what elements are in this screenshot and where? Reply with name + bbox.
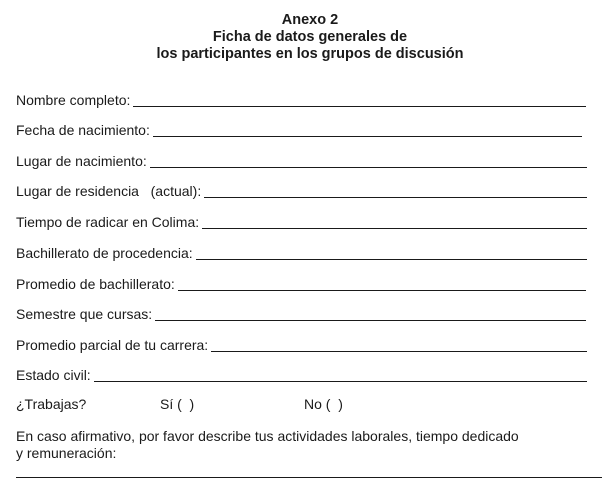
annex-number: Anexo 2 [281, 12, 339, 28]
description-line-1: En caso afirmativo, por favor describe tus actividades laborales, tiempo dedicado [16, 428, 519, 444]
field-residence [16, 179, 587, 199]
field-label: Tiempo de radicar en Colima: [16, 214, 200, 230]
field-label: Nombre completo: [16, 92, 131, 108]
blank-line[interactable] [196, 259, 587, 260]
yes-option[interactable]: Sí ( ) [160, 396, 195, 412]
field-birth-date [16, 118, 582, 138]
field-high-school-average [16, 272, 586, 292]
description-answer-line[interactable] [16, 477, 602, 478]
blank-line[interactable] [133, 106, 586, 107]
field-label: Semestre que cursas: [16, 306, 153, 322]
field-marital-status [16, 363, 587, 383]
form-subtitle-line: los participantes en los grupos de discusión [156, 46, 464, 62]
field-label: Bachillerato de procedencia: [16, 245, 193, 261]
field-time-in-colima [16, 210, 587, 230]
blank-line[interactable] [211, 351, 587, 352]
no-option[interactable]: No ( ) [304, 396, 343, 412]
work-question-label: ¿Trabajas? [16, 396, 87, 412]
form-title [0, 12, 605, 63]
blank-line[interactable] [150, 167, 587, 168]
blank-line[interactable] [94, 381, 587, 382]
field-label: Fecha de nacimiento: [16, 122, 150, 138]
field-label: Lugar de residencia (actual): [16, 183, 202, 199]
field-high-school [16, 241, 587, 261]
work-question-row [16, 396, 576, 416]
field-birth-place [16, 149, 587, 169]
description-line-2: y remuneración: [16, 445, 117, 461]
blank-line[interactable] [153, 136, 582, 137]
field-semester [16, 302, 586, 322]
field-label: Promedio parcial de tu carrera: [16, 337, 209, 353]
blank-line[interactable] [178, 290, 586, 291]
blank-line[interactable] [202, 228, 587, 229]
blank-line[interactable] [155, 320, 586, 321]
field-label: Lugar de nacimiento: [16, 153, 147, 169]
field-label: Promedio de bachillerato: [16, 276, 175, 292]
field-career-average [16, 333, 587, 353]
field-full-name [16, 88, 586, 108]
form-title-line: Ficha de datos generales de [212, 29, 408, 45]
work-description-prompt [16, 428, 605, 462]
blank-line[interactable] [204, 197, 587, 198]
field-label: Estado civil: [16, 367, 91, 383]
